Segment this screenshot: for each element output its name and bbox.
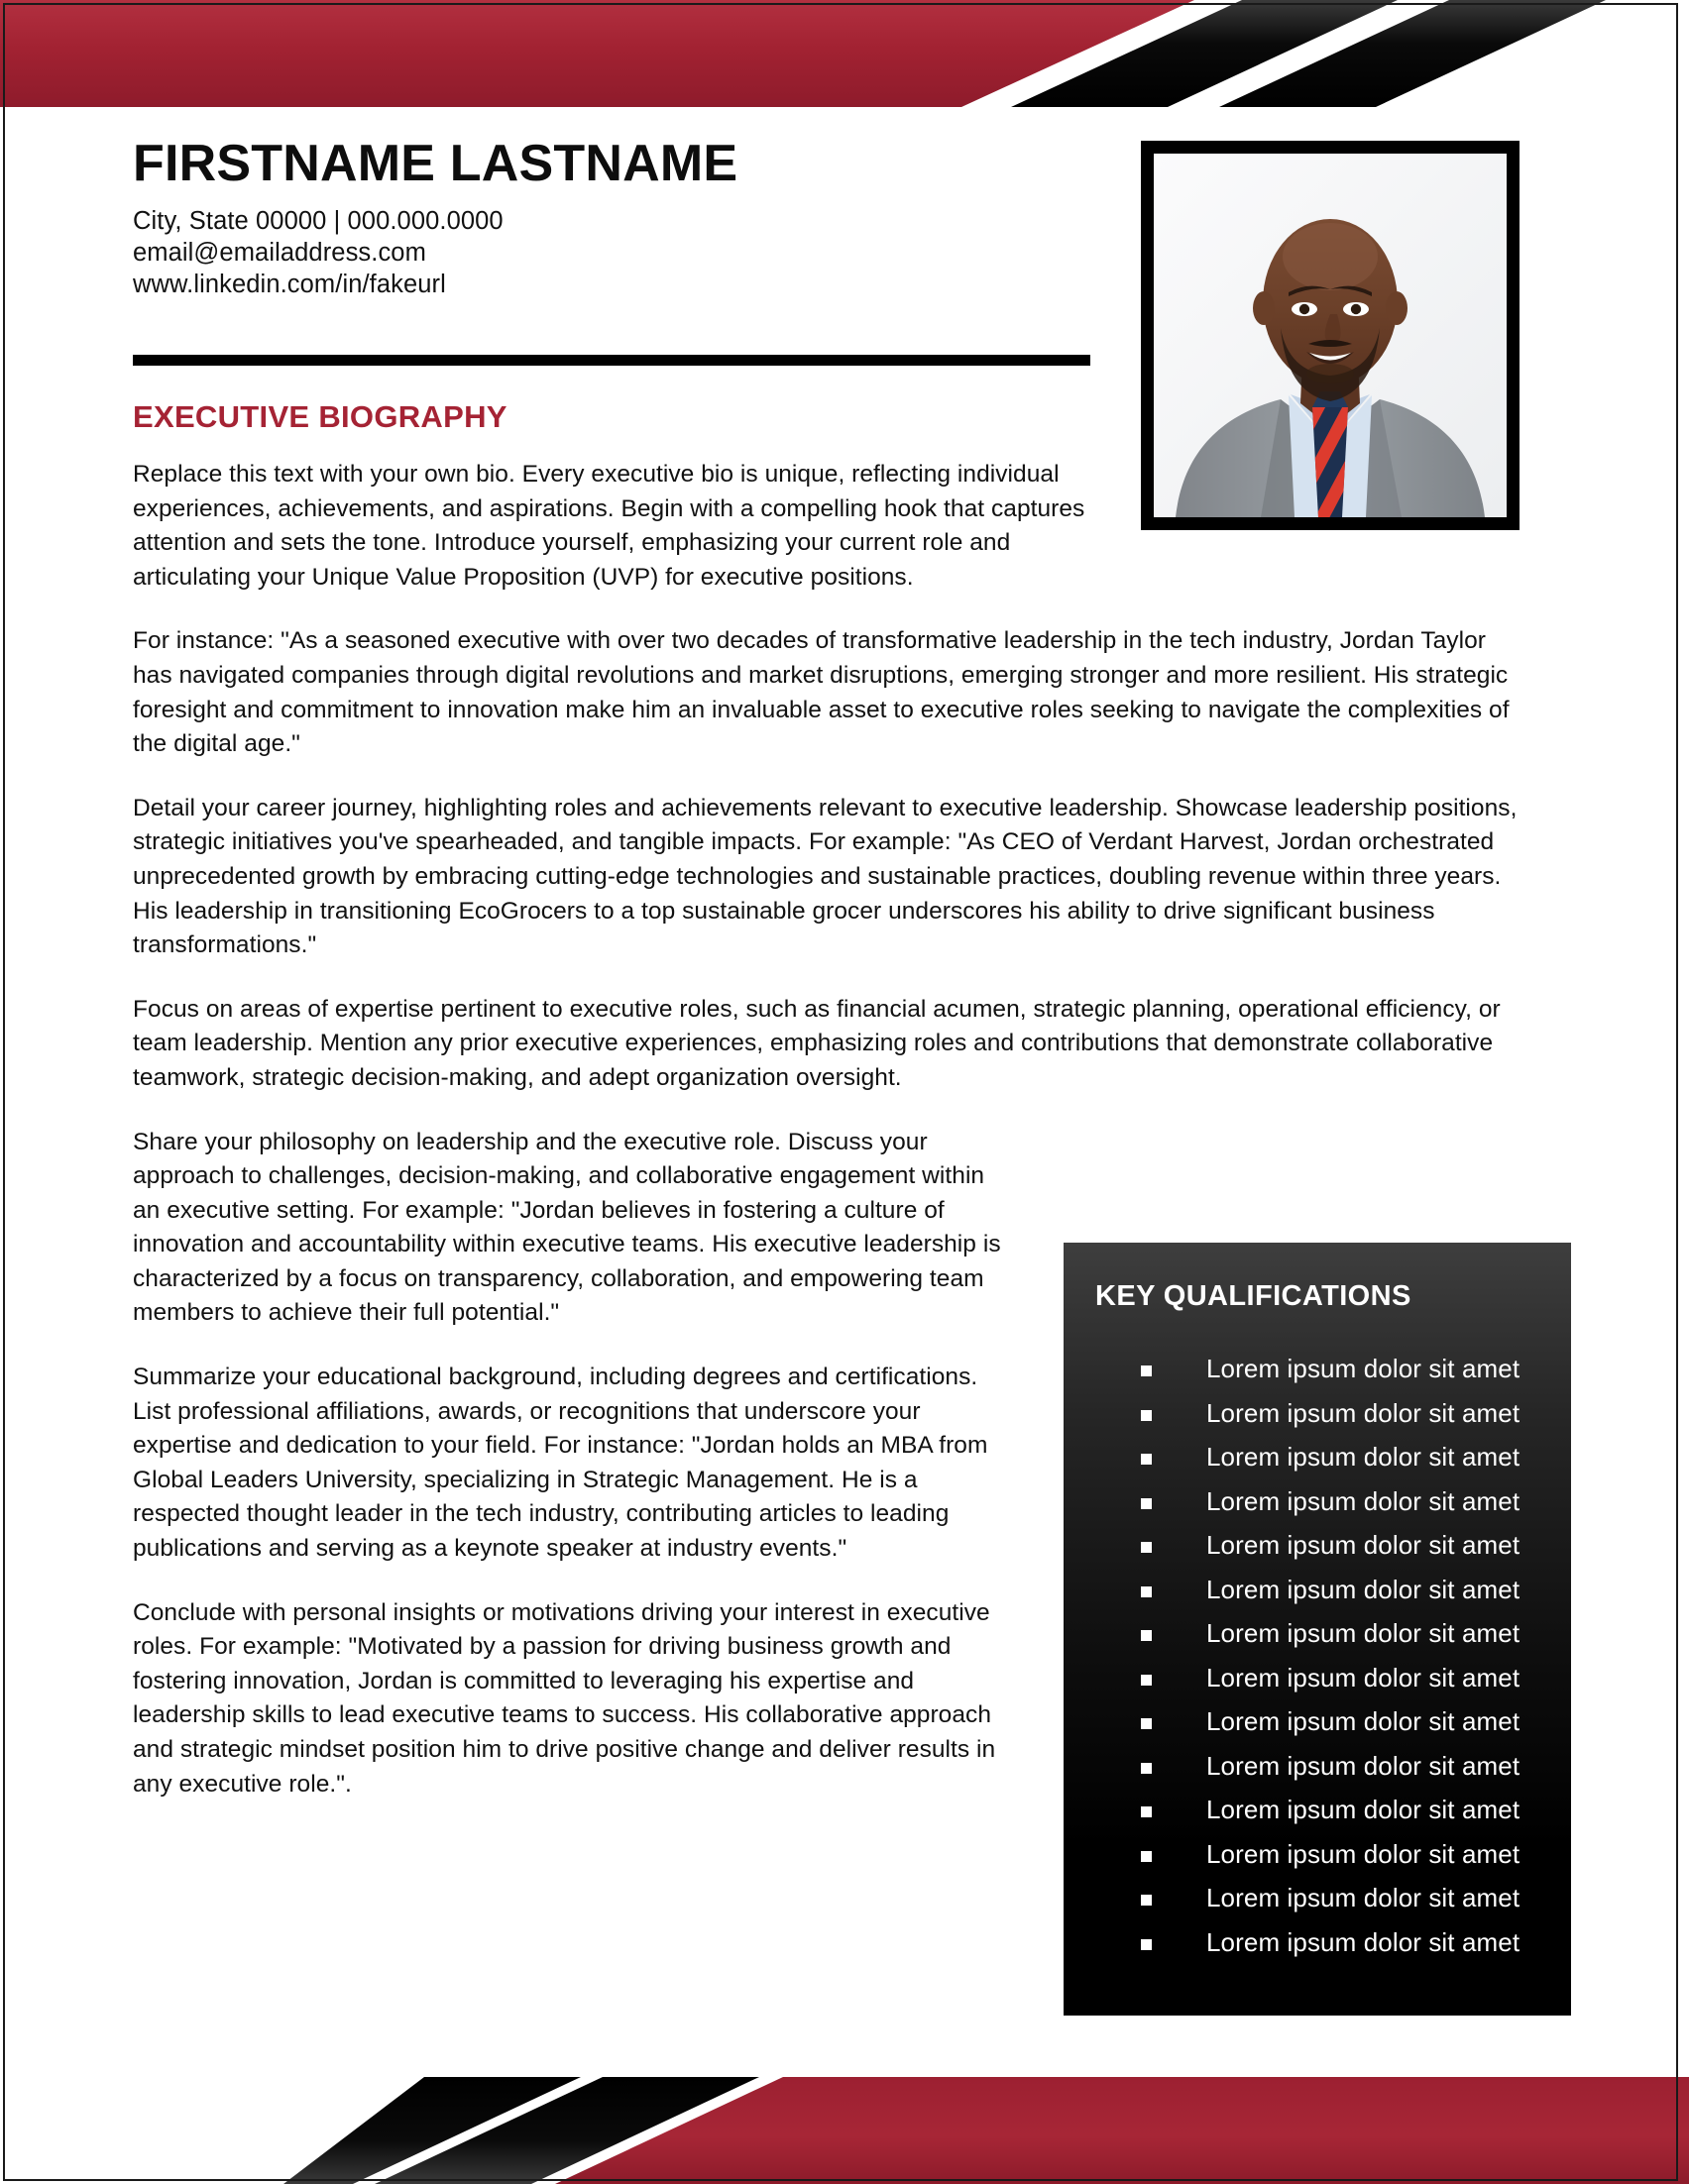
key-qualifications-title: KEY QUALIFICATIONS	[1095, 1280, 1411, 1312]
key-qualification-item	[1141, 1568, 1571, 1612]
key-qualification-label: Lorem ipsum dolor sit amet	[1206, 1574, 1520, 1604]
key-qualification-label: Lorem ipsum dolor sit amet	[1206, 1442, 1520, 1472]
square-bullet-icon	[1141, 1454, 1152, 1465]
photo-text-wrap-spacer	[1104, 458, 1520, 539]
key-qualification-label: Lorem ipsum dolor sit amet	[1206, 1397, 1520, 1428]
key-qualification-label: Lorem ipsum dolor sit amet	[1206, 1485, 1520, 1516]
key-qualification-item	[1141, 1876, 1571, 1920]
bio-paragraph: For instance: "As a seasoned executive with over two decades of transformative leadership in the tech industry, Jordan Taylor has navigated companies through digital revolutions and market disruptions, emerging stronger and more resilient. His strategic foresight and commitment to innovation make him an invaluable asset to executive roles seeking to navigate the complexities of the digital age."	[133, 627, 1510, 758]
key-qualification-label: Lorem ipsum dolor sit amet	[1206, 1706, 1520, 1736]
header-block	[133, 137, 1104, 300]
square-bullet-icon	[1141, 1586, 1152, 1597]
bio-paragraph: Conclude with personal insights or motivations driving your interest in executive roles. For example: "Motivated by a passion for driving business growth and fostering innovation, Jordan is committed to leveraging his expertise and leadership skills to lead executive teams to success. His collaborative approach and strategic mindset position him to drive positive change and deliver results in any executive role.".	[133, 1598, 996, 1798]
bio-paragraph: Detail your career journey, highlighting roles and achievements relevant to executive leadership. Showcase leadership positions, strategic initiatives you've spearheaded, and tangible impacts. For example: "As CEO of Verdant Harvest, Jordan orchestrated unprecedented growth by embracing cutting-edge technologies and sustainable practices, doubling revenue within three years. His leadership in transitioning EcoGrocers to a top sustainable grocer underscores his ability to drive significant business transformations."	[133, 794, 1518, 959]
square-bullet-icon	[1141, 1630, 1152, 1641]
key-qualification-label: Lorem ipsum dolor sit amet	[1206, 1926, 1520, 1957]
key-qualification-label: Lorem ipsum dolor sit amet	[1206, 1838, 1520, 1869]
key-qualification-item	[1141, 1656, 1571, 1700]
key-qualification-item	[1141, 1479, 1571, 1524]
square-bullet-icon	[1141, 1410, 1152, 1421]
square-bullet-icon	[1141, 1806, 1152, 1817]
key-qualification-item	[1141, 1523, 1571, 1568]
key-qualification-item	[1141, 1699, 1571, 1744]
bottom-banner-graphic	[0, 2077, 1689, 2184]
key-qualification-label: Lorem ipsum dolor sit amet	[1206, 1354, 1520, 1383]
top-banner-graphic	[0, 0, 1689, 107]
key-qualification-item	[1141, 1435, 1571, 1479]
bio-paragraph: Summarize your educational background, including degrees and certifications. List professional affiliations, awards, or recognitions that underscore your expertise and dedication to your field. For instance: "Jordan holds an MBA from Global Leaders University, specializing in Strategic Management. He is a respected thought leader in the tech industry, contributing articles to leading publications and serving as a keynote speaker at industry events."	[133, 1364, 988, 1563]
square-bullet-icon	[1141, 1718, 1152, 1729]
contact-linkedin[interactable]: www.linkedin.com/in/fakeurl	[133, 271, 446, 299]
square-bullet-icon	[1141, 1939, 1152, 1950]
square-bullet-icon	[1141, 1675, 1152, 1686]
bio-paragraph: Replace this text with your own bio. Every executive bio is unique, reflecting individual experiences, achievements, and aspirations. Begin with a compelling hook that captures attention and sets the tone. Introduce yourself, emphasizing your current role and articulating your Unique Value Proposition (UVP) for executive positions.	[133, 461, 1085, 591]
key-qualification-label: Lorem ipsum dolor sit amet	[1206, 1795, 1520, 1824]
key-qualification-label: Lorem ipsum dolor sit amet	[1206, 1662, 1520, 1693]
square-bullet-icon	[1141, 1365, 1152, 1376]
bio-paragraph: Share your philosophy on leadership and the executive role. Discuss your approach to challenges, decision-making, and collaborative engagement within an executive setting. For example: "Jordan believes in fostering a culture of innovation and accountability within executive teams. His executive leadership is characterized by a focus on transparency, collaboration, and empowering team members to achieve their full potential."	[133, 1128, 1001, 1327]
key-qualification-item	[1141, 1920, 1571, 1965]
contact-location-phone: City, State 00000 | 000.000.0000	[133, 207, 504, 236]
key-qualification-item	[1141, 1744, 1571, 1789]
square-bullet-icon	[1141, 1542, 1152, 1553]
key-qualification-item	[1141, 1611, 1571, 1656]
bottom-decorative-banner	[0, 2077, 1689, 2184]
key-qualifications-panel	[1064, 1243, 1571, 2016]
square-bullet-icon	[1141, 1851, 1152, 1862]
square-bullet-icon	[1141, 1498, 1152, 1509]
square-bullet-icon	[1141, 1895, 1152, 1906]
key-qualification-label: Lorem ipsum dolor sit amet	[1206, 1618, 1520, 1648]
page-title: FIRSTNAME LASTNAME	[133, 135, 738, 192]
header-divider	[133, 355, 1090, 366]
top-decorative-banner	[0, 0, 1689, 107]
key-qualification-item	[1141, 1832, 1571, 1877]
key-qualification-label: Lorem ipsum dolor sit amet	[1206, 1530, 1520, 1560]
key-qualification-label: Lorem ipsum dolor sit amet	[1206, 1883, 1520, 1912]
key-qualification-item	[1141, 1788, 1571, 1832]
key-qualification-item	[1141, 1347, 1571, 1391]
section-title-executive-biography: EXECUTIVE BIOGRAPHY	[133, 399, 507, 434]
square-bullet-icon	[1141, 1763, 1152, 1774]
key-qualification-label: Lorem ipsum dolor sit amet	[1206, 1750, 1520, 1781]
key-qualifications-list	[1064, 1347, 1571, 1964]
bio-paragraph: Focus on areas of expertise pertinent to executive roles, such as financial acumen, strategic planning, operational efficiency, or team leadership. Mention any prior executive experiences, emphasizing roles and contributions that demonstrate collaborative teamwork, strategic decision-making, and adept organization oversight.	[133, 995, 1501, 1091]
key-qualification-item	[1141, 1391, 1571, 1436]
contact-email[interactable]: email@emailaddress.com	[133, 239, 426, 268]
